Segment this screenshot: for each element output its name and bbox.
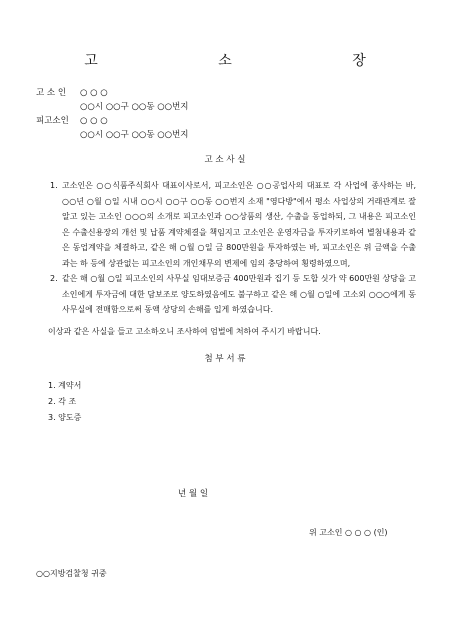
facts-heading: 고 소 사 실 [204, 155, 246, 165]
attachment-item: 3. 양도증 [48, 413, 82, 422]
date-line: 년 월 일 [178, 489, 209, 499]
signature-line: 위 고소인 ○ ○ ○ (인) [309, 528, 388, 537]
accused-label: 피고소인 [36, 116, 69, 126]
complainant-name: ○ ○ ○ [80, 88, 108, 98]
complainant-label: 고 소 인 [36, 88, 67, 98]
facts-list [50, 178, 416, 318]
attachments-heading: 첨 부 서 류 [204, 354, 246, 364]
attachment-item: 1. 계약서 [48, 381, 82, 390]
fact-item [50, 178, 416, 271]
attachments-list [48, 378, 81, 426]
complainant-address: ○○시 ○○구 ○○동 ○○번지 [80, 102, 189, 112]
fact-text: 고소인은 ○○식품주식회사 대표이사로서, 피고소인은 ○○공업사의 대표로 각 사업에 종사하는 바, ○○년 ○월 ○일 시내 ○○시 ○○구 ○○동 ○○번지 소재 "영다방"에서 평소 사업상의 거래관계로 잘 알고 있는 고소인 ○○○의 소개로 피고소인과 ○○상품의 생산, 수출을 동업하되, 그 내용은 피고소인은 수출신용장의 개선 및 납품 계약체결을 책임지고 고소인은 운영자금을 투자키로하여 별첨내용과 같은 동업계약을 체결하고, 같은 해 ○월 ○일 금 800만원을 투자하였는 바, 피고소인은 위 금액을 수출과는 하 등에 상관없는 피고소인의 개인채무의 변제에 임의 충당하여 횡령하였으며, [62, 181, 416, 268]
recipient-office: ○○지방검찰청 귀중 [36, 569, 107, 578]
document-title: 고 소 장 [84, 53, 424, 69]
accused-address: ○○시 ○○구 ○○동 ○○번지 [80, 130, 189, 140]
fact-item [50, 271, 416, 318]
fact-number: 1. [50, 181, 58, 190]
attachment-item: 2. 각 조 [48, 397, 77, 406]
accused-name: ○ ○ ○ [80, 116, 108, 126]
closing-statement: 이상과 같은 사실을 들고 고소하오니 조사하여 엄벌에 처하여 주시기 바랍니다. [48, 327, 321, 336]
fact-text: 같은 해 ○월 ○일 피고소인의 사무실 임대보증금 400만원과 집기 등 도합 싯가 약 600만원 상당을 고소인에게 투자금에 대한 담보조로 양도하였음에도 불구하고 같은 해 ○월 ○일에 고소외 ○○○에게 동 사무실에 전매함으로써 동액 상당의 손해를 입게 하였습니다. [62, 274, 416, 314]
fact-number: 2. [50, 274, 58, 283]
